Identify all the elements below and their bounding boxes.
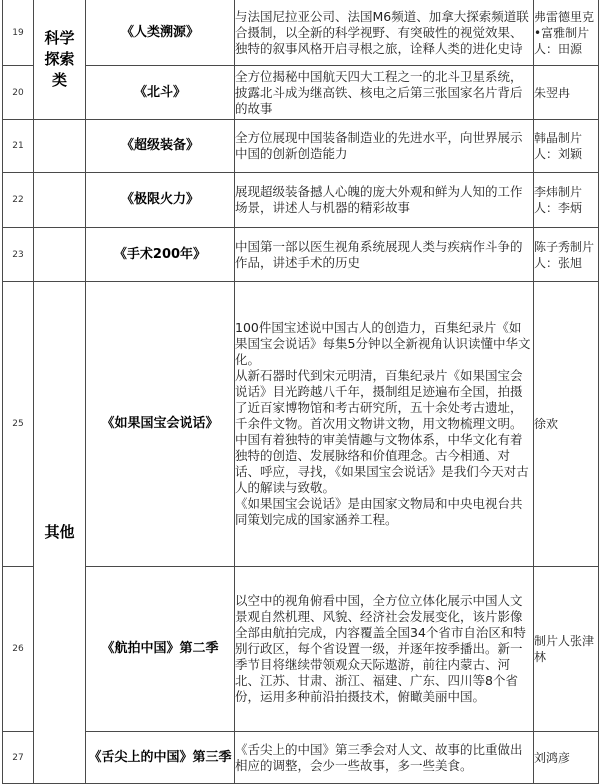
program-description: 全方位揭秘中国航天四大工程之一的北斗卫星系统，披露北斗成为继高铁、核电之后第三张国家名片背后的故事 bbox=[235, 66, 534, 120]
program-description bbox=[235, 282, 534, 567]
program-producer: 陈子秀制片人：张旭 bbox=[534, 228, 599, 282]
row-number: 21 bbox=[3, 120, 34, 173]
description-paragraph: 100件国宝述说中国古人的创造力，百集纪录片《如果国宝会说话》每集5分钟以全新视角认识读懂中华文化。 bbox=[235, 320, 531, 367]
category-empty bbox=[34, 228, 86, 282]
program-producer: 朱翌冉 bbox=[534, 66, 599, 120]
category-empty bbox=[34, 120, 86, 173]
program-title: 《人类溯源》 bbox=[86, 0, 235, 66]
category-label-line: 科学 bbox=[44, 29, 75, 47]
program-title: 《舌尖上的中国》第三季 bbox=[86, 732, 235, 784]
description-paragraph: 中国有着独特的审美情趣与文物体系，中华文化有着独特的创造、发展脉络和价值理念。古今相通、对话、呼应，寻找，《如果国宝会说话》是我们今天对古人的解读与致敬。 bbox=[235, 432, 529, 495]
program-producer: 制片人张津林 bbox=[534, 567, 599, 732]
row-number: 22 bbox=[3, 173, 34, 228]
row-number: 25 bbox=[3, 282, 34, 567]
table-row bbox=[3, 732, 599, 784]
program-producer: 徐欢 bbox=[534, 282, 599, 567]
table-row bbox=[3, 228, 599, 282]
category-other: 其他 bbox=[34, 282, 86, 784]
program-producer: 韩晶制片人：刘颖 bbox=[534, 120, 599, 173]
table-row bbox=[3, 0, 599, 66]
program-title: 《手术200年》 bbox=[86, 228, 235, 282]
description-paragraph: 《如果国宝会说话》是由国家文物局和中央电视台共同策划完成的国家涵养工程。 bbox=[235, 496, 523, 527]
category-label-line: 探索 bbox=[44, 50, 75, 68]
table-row bbox=[3, 120, 599, 173]
program-producer: 李炜制片人：李炳 bbox=[534, 173, 599, 228]
program-title: 《如果国宝会说话》 bbox=[86, 282, 235, 567]
row-number: 26 bbox=[3, 567, 34, 732]
program-description: 中国第一部以医生视角系统展现人类与疾病作斗争的作品，讲述手术的历史 bbox=[235, 228, 534, 282]
table-row bbox=[3, 282, 599, 567]
category-empty bbox=[34, 173, 86, 228]
program-description: 《舌尖上的中国》第三季会对人文、故事的比重做出相应的调整，会少一些故事，多一些美食。 bbox=[235, 732, 534, 784]
program-title: 《极限火力》 bbox=[86, 173, 235, 228]
description-paragraph: 从新石器时代到宋元明清，百集纪录片《如果国宝会说话》目光跨越八千年，摄制组足迹遍布全国，拍摄了近百家博物馆和考古研究所，五十余处考古遗址，千余件文物。首次用文物讲文物，用文物梳理文明。 bbox=[235, 368, 523, 431]
program-description: 与法国尼拉亚公司、法国M6频道、加拿大探索频道联合摄制，以全新的科学视野、有突破性的视觉效果、独特的叙事风格开启寻根之旅，诠释人类的进化史诗 bbox=[235, 0, 534, 66]
program-title: 《超级装备》 bbox=[86, 120, 235, 173]
program-description: 全方位展现中国装备制造业的先进水平，向世界展示中国的创新创造能力 bbox=[235, 120, 534, 173]
row-number: 20 bbox=[3, 66, 34, 120]
table-row bbox=[3, 567, 599, 732]
program-table bbox=[2, 0, 599, 784]
row-number: 19 bbox=[3, 0, 34, 66]
table-row bbox=[3, 173, 599, 228]
table-row bbox=[3, 66, 599, 120]
program-description: 以空中的视角俯看中国，全方位立体化展示中国人文景观自然机理、风貌、经济社会发展变化，该片影像全部由航拍完成，内容覆盖全国34个省市自治区和特别行政区，每个省设置一级，并逐年按季播出。新一季节目将继续带领观众天际遨游，前往内蒙古、河北、江苏、甘肃、浙江、福建、广东、四川等8个省份，运用多种前沿拍摄技术，俯瞰美丽中国。 bbox=[235, 567, 534, 732]
row-number: 27 bbox=[3, 732, 34, 784]
category-science bbox=[34, 0, 86, 120]
program-title: 《北斗》 bbox=[86, 66, 235, 120]
program-title: 《航拍中国》第二季 bbox=[86, 567, 235, 732]
row-number: 23 bbox=[3, 228, 34, 282]
program-description: 展现超级装备撼人心魄的庞大外观和鲜为人知的工作场景，讲述人与机器的精彩故事 bbox=[235, 173, 534, 228]
program-producer: 刘鸿彦 bbox=[534, 732, 599, 784]
program-producer: 弗雷德里克•富雅制片人：田源 bbox=[534, 0, 599, 66]
category-label-line: 类 bbox=[51, 71, 67, 89]
